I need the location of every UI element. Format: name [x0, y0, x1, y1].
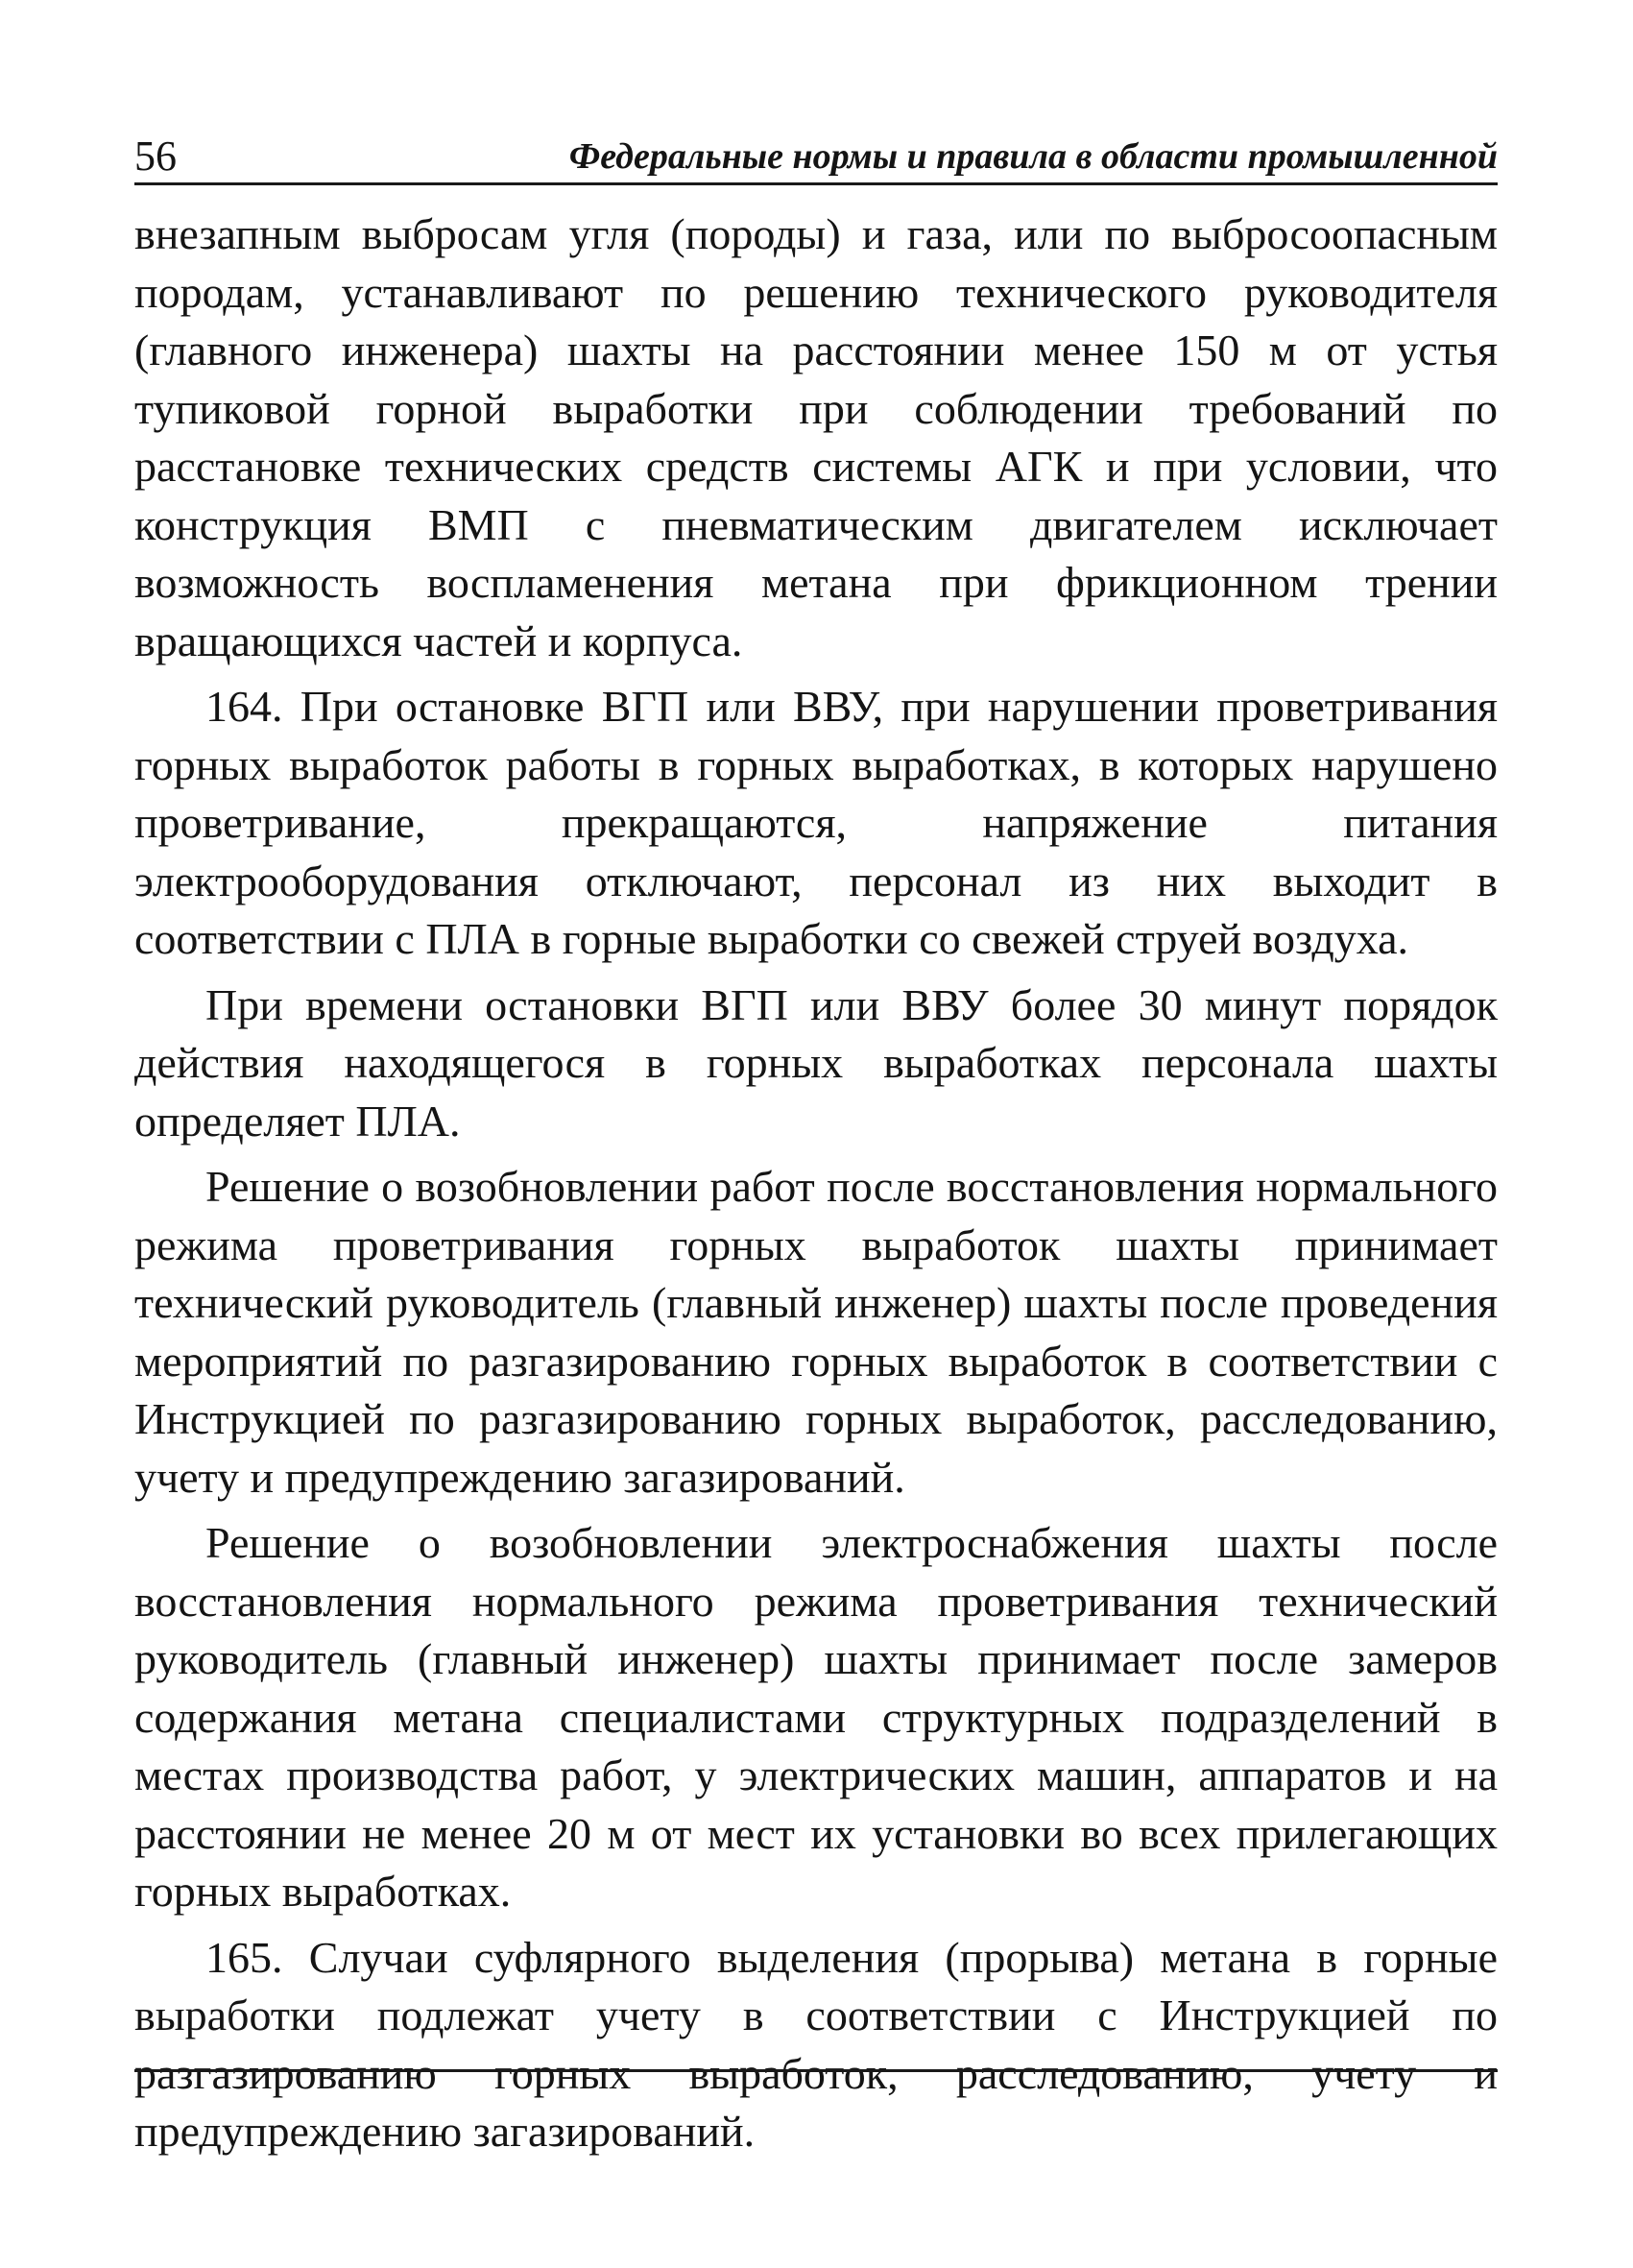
bottom-rule	[134, 2069, 1498, 2072]
body-text	[134, 205, 1498, 2169]
page-number: 56	[134, 133, 177, 180]
paragraph-continuation: внезапным выбросам угля (породы) и газа, или по выбросоопасным породам, устанавливают по решению технического руководителя (главного инженера) шахты на расстоянии менее 150 м от устья тупиковой горной выработки при соблюдении требований по расстановке технических средств системы АГК и при условии, что конструкция ВМП с пневматическим двигателем исключает возможность воспламенения метана при фрикционном трении вращающихся частей и корпуса.	[134, 209, 1498, 665]
paragraph-resume-works: Решение о возобновлении работ после восстановления нормального режима проветривания горных выработок шахты принимает технический руководитель (главный инженер) шахты после проведения мероприятий по разгазированию горных выработок в соответствии с Инструкцией по разгазированию горных выработок, расследованию, учету и предупреждению загазирований.	[134, 1162, 1498, 1502]
paragraph-stop-duration: При времени остановки ВГП или ВВУ более 30 минут порядок действия находящегося в горных выработках персонала шахты определяет ПЛА.	[134, 979, 1498, 1146]
paragraph-resume-power: Решение о возобновлении электроснабжения шахты после восстановления нормального режима проветривания технический руководитель (главный инженер) шахты принимает после замеров содержания метана специалистами структурных подразделений в местах производства работ, у электрических машин, аппаратов и на расстоянии не менее 20 м от мест их установки во всех прилегающих горных выработках.	[134, 1518, 1498, 1916]
paragraph-item-164: 164. При остановке ВГП или ВВУ, при нарушении проветривания горных выработок работы в горных выработках, в которых нарушено проветривание, прекращаются, напряжение питания электрооборудования отключают, персонал из них выходит в соответствии с ПЛА в горные выработки со свежей струей воздуха.	[134, 682, 1498, 963]
paragraph-item-165: 165. Случаи суфлярного выделения (прорыва) метана в горные выработки подлежат учету в соответствии с Инструкцией по разгазированию горных выработок, расследованию, учету и предупреждению загазирований.	[134, 1932, 1498, 2156]
running-header	[134, 125, 1498, 185]
running-title: Федеральные нормы и правила в области промышленной	[568, 136, 1498, 177]
